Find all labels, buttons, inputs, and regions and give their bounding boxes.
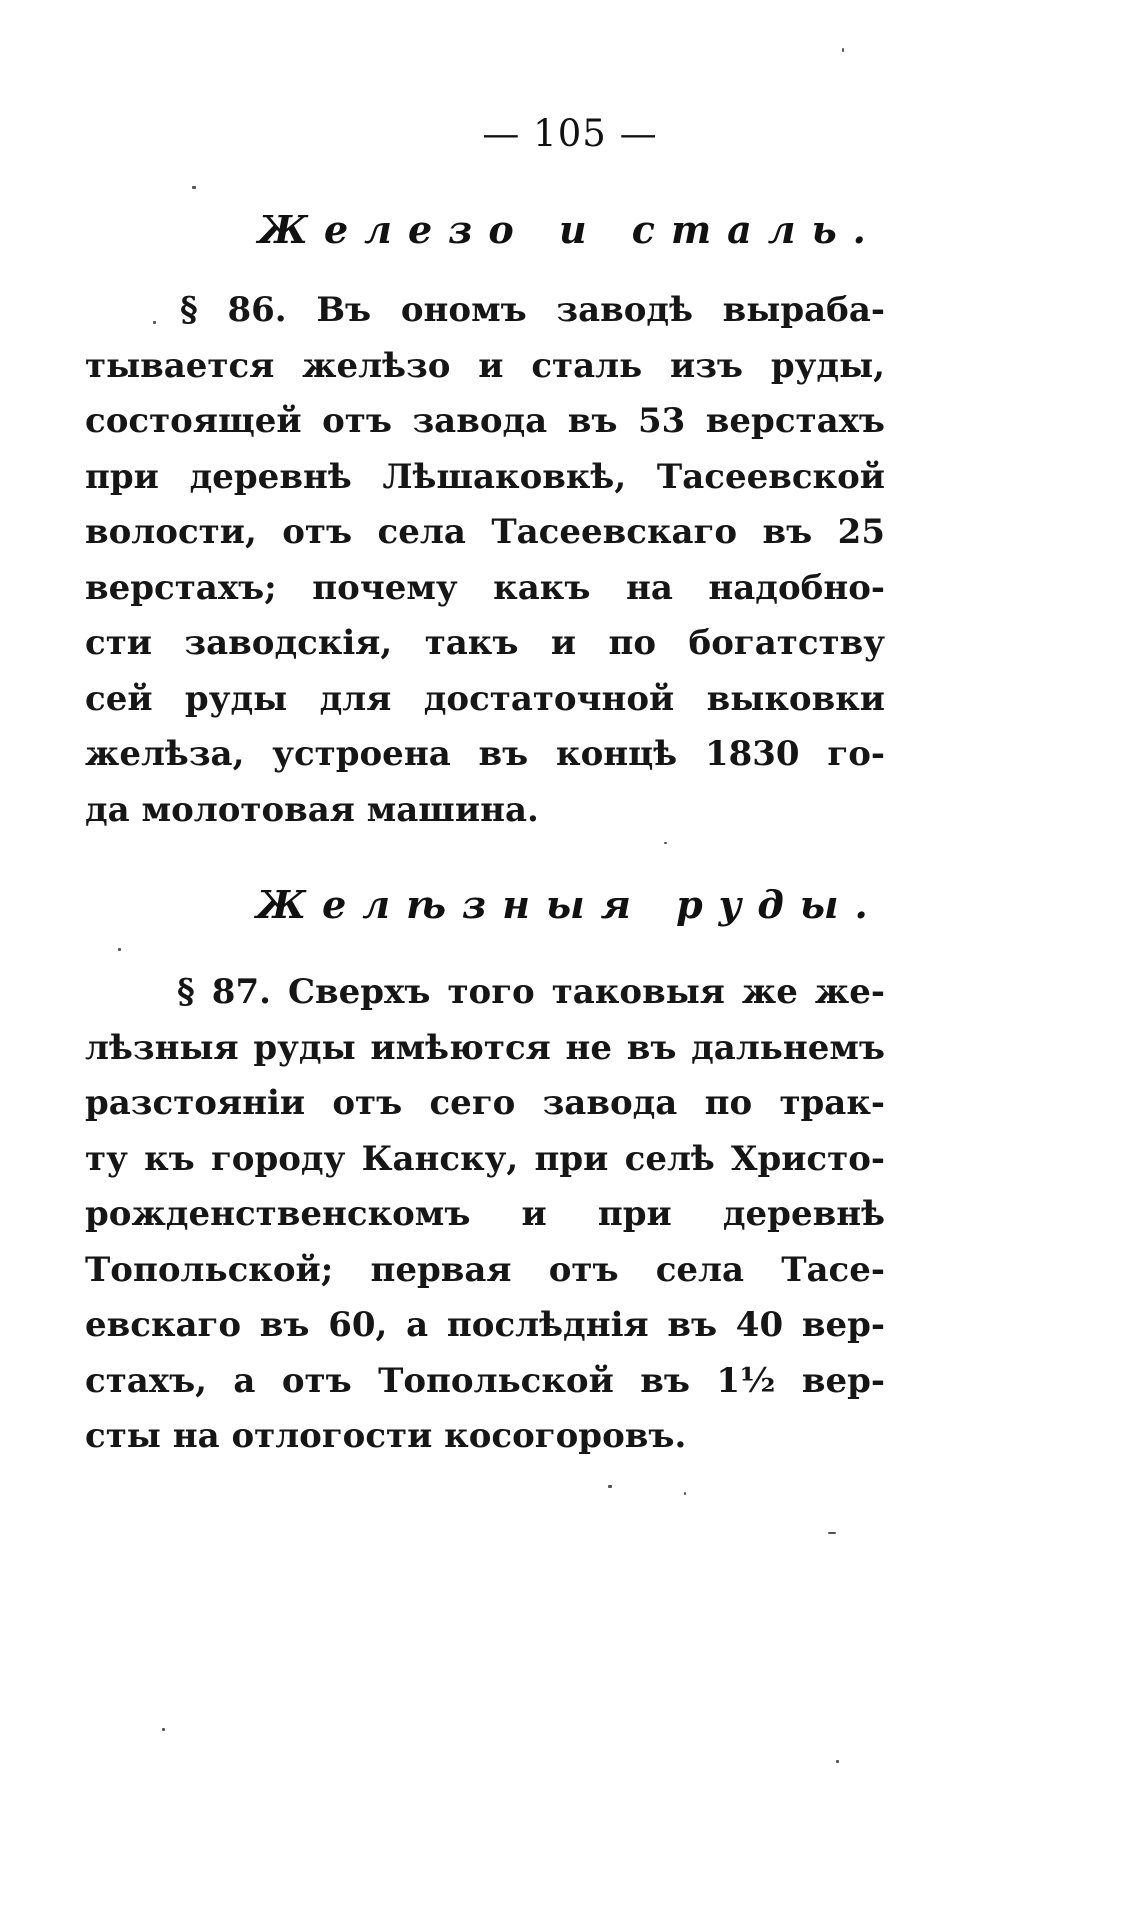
text-line: § 87. Сверхъ того таковыя же же-: [177, 972, 885, 1012]
scan-speck: [842, 48, 844, 52]
scan-speck: [608, 1485, 612, 1488]
text-line: сти заводскія, такъ и по богатству: [85, 623, 885, 663]
text-line: сты на отлогости косогоровъ.: [85, 1416, 687, 1456]
scan-speck: [684, 1492, 686, 1495]
scan-speck: [664, 842, 667, 844]
scan-speck: [153, 321, 156, 324]
text-line: желѣза, устроена въ концѣ 1830 го-: [85, 734, 885, 774]
text-line: лѣзныя руды имѣются не въ дальнемъ: [85, 1027, 885, 1068]
paragraph-86: [85, 283, 885, 838]
text-line: да молотовая машина.: [85, 789, 539, 830]
text-line: при деревнѣ Лѣшаковкѣ, Тасеевской: [85, 456, 885, 497]
text-line: Топольской; первая отъ села Тасе-: [85, 1249, 885, 1290]
text-line: рожденственскомъ и при деревнѣ: [85, 1194, 885, 1234]
text-line: евскаго въ 60, а послѣднія въ 40 вер-: [85, 1305, 885, 1345]
scan-speck: [162, 1728, 165, 1731]
text-line: разстояніи отъ сего завода по трак-: [85, 1083, 885, 1123]
scan-speck: [192, 186, 196, 189]
text-line: состоящей отъ завода въ 53 верстахъ: [85, 401, 885, 441]
section-heading-iron-ores: Желѣзныя руды.: [256, 882, 884, 927]
section-heading-iron-and-steel: Железо и сталь.: [258, 207, 882, 252]
text-line: сей руды для достаточной выковки: [85, 678, 885, 719]
page-number: — 105 —: [482, 112, 658, 155]
text-line: § 86. Въ ономъ заводѣ выраба-: [180, 290, 885, 330]
text-line: стахъ, а отъ Топольской въ 1½ вер-: [85, 1360, 885, 1401]
text-line: ту къ городу Канску, при селѣ Христо-: [85, 1138, 885, 1179]
text-line: верстахъ; почему какъ на надобно-: [85, 567, 885, 608]
paragraph-87: [85, 965, 885, 1465]
scan-speck: [836, 1760, 839, 1763]
text-line: волости, отъ села Тасеевскаго въ 25: [85, 512, 885, 552]
scan-speck: [828, 1532, 836, 1534]
text-line: тывается желѣзо и сталь изъ руды,: [85, 345, 885, 386]
scan-speck: [118, 948, 121, 951]
